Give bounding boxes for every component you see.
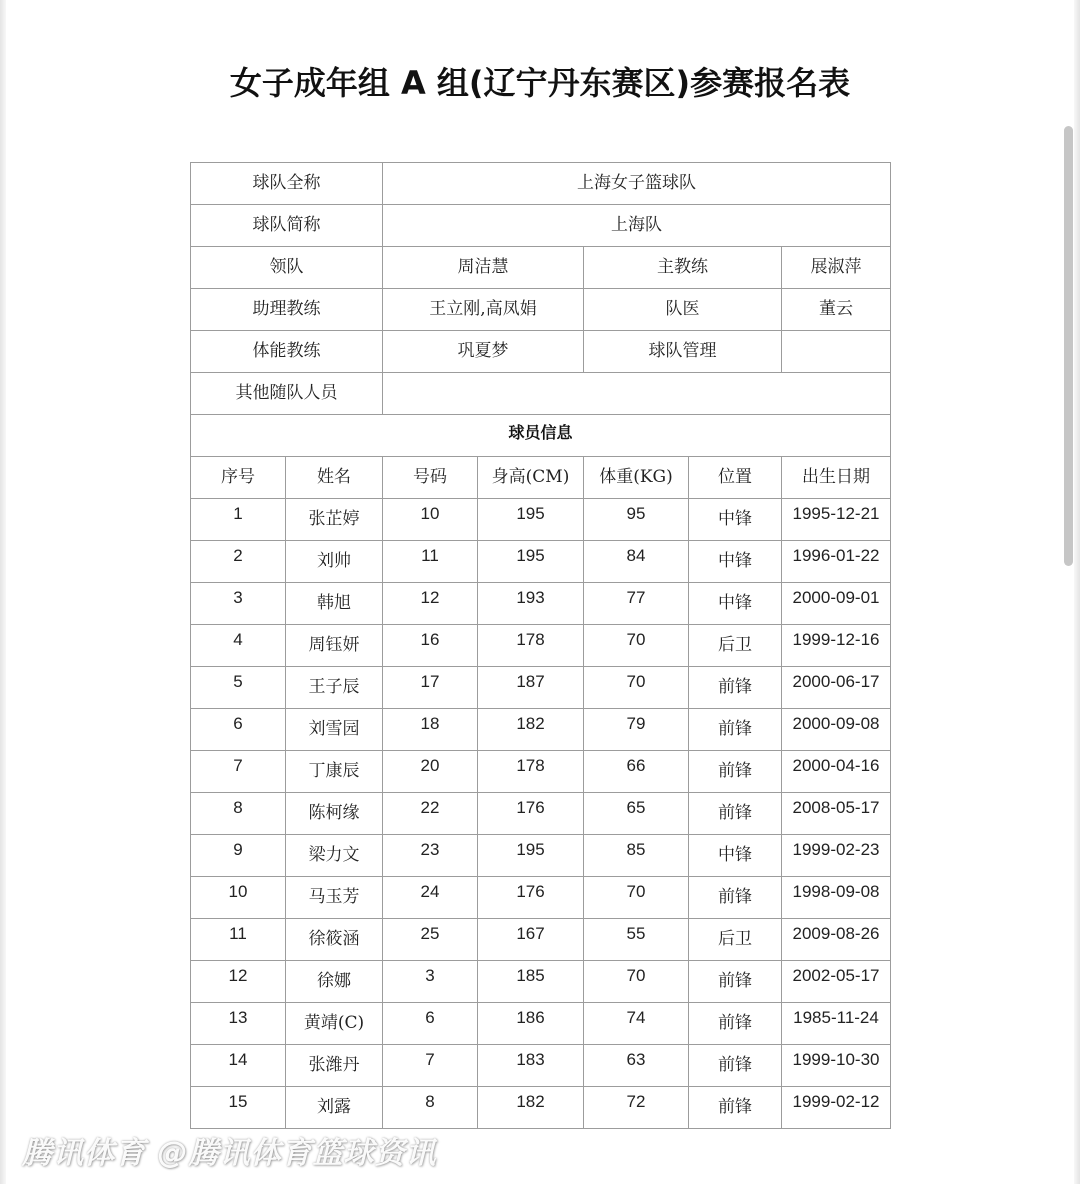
cell-seq: 7 [191,751,286,793]
cell-jersey: 18 [383,709,478,751]
label-fitness-coach: 体能教练 [191,331,383,373]
value-manager [782,331,891,373]
cell-weight: 70 [584,625,689,667]
cell-seq: 1 [191,499,286,541]
row-others [191,373,891,415]
cell-seq: 14 [191,1045,286,1087]
cell-position: 后卫 [689,625,782,667]
cell-birth: 2000-09-08 [782,709,891,751]
cell-seq: 10 [191,877,286,919]
cell-name: 张芷婷 [286,499,383,541]
table-row [191,541,891,583]
cell-name: 梁力文 [286,835,383,877]
table-row [191,961,891,1003]
row-short-name [191,205,891,247]
cell-height: 182 [478,709,584,751]
row-assistant [191,289,891,331]
row-fitness [191,331,891,373]
column-header: 位置 [689,457,782,499]
cell-weight: 95 [584,499,689,541]
label-doctor: 队医 [584,289,782,331]
cell-position: 前锋 [689,709,782,751]
column-header: 身高(CM) [478,457,584,499]
cell-height: 195 [478,541,584,583]
cell-position: 中锋 [689,583,782,625]
cell-name: 马玉芳 [286,877,383,919]
value-assistant-coach: 王立刚,高凤娟 [383,289,584,331]
table-row [191,919,891,961]
cell-name: 张潍丹 [286,1045,383,1087]
cell-name: 王子辰 [286,667,383,709]
cell-seq: 11 [191,919,286,961]
cell-position: 中锋 [689,499,782,541]
cell-height: 176 [478,793,584,835]
table-row [191,1003,891,1045]
column-header: 体重(KG) [584,457,689,499]
cell-weight: 70 [584,961,689,1003]
cell-jersey: 17 [383,667,478,709]
cell-name: 韩旭 [286,583,383,625]
registration-table [190,162,891,1129]
cell-height: 186 [478,1003,584,1045]
table-row [191,793,891,835]
cell-name: 徐筱涵 [286,919,383,961]
cell-birth: 2008-05-17 [782,793,891,835]
value-fitness-coach: 巩夏梦 [383,331,584,373]
cell-position: 中锋 [689,835,782,877]
cell-weight: 70 [584,877,689,919]
cell-birth: 1995-12-21 [782,499,891,541]
cell-birth: 1999-02-23 [782,835,891,877]
cell-seq: 13 [191,1003,286,1045]
cell-birth: 2000-06-17 [782,667,891,709]
row-leader [191,247,891,289]
cell-seq: 2 [191,541,286,583]
cell-height: 178 [478,625,584,667]
cell-jersey: 7 [383,1045,478,1087]
cell-height: 176 [478,877,584,919]
value-full-name: 上海女子篮球队 [383,163,891,205]
players-section-title: 球员信息 [191,415,891,457]
cell-weight: 65 [584,793,689,835]
cell-position: 前锋 [689,877,782,919]
cell-birth: 1999-12-16 [782,625,891,667]
row-full-name [191,163,891,205]
header-row [191,457,891,499]
cell-jersey: 24 [383,877,478,919]
cell-birth: 1996-01-22 [782,541,891,583]
cell-weight: 74 [584,1003,689,1045]
cell-name: 丁康辰 [286,751,383,793]
page-edge-right [1074,0,1080,1184]
cell-name: 刘露 [286,1087,383,1129]
cell-jersey: 10 [383,499,478,541]
vertical-scrollbar[interactable] [1064,126,1073,566]
cell-weight: 70 [584,667,689,709]
cell-jersey: 22 [383,793,478,835]
cell-position: 前锋 [689,667,782,709]
value-doctor: 董云 [782,289,891,331]
table-row [191,625,891,667]
cell-seq: 15 [191,1087,286,1129]
cell-height: 183 [478,1045,584,1087]
cell-weight: 84 [584,541,689,583]
cell-weight: 55 [584,919,689,961]
label-leader: 领队 [191,247,383,289]
label-manager: 球队管理 [584,331,782,373]
cell-birth: 1998-09-08 [782,877,891,919]
table-row [191,667,891,709]
cell-height: 195 [478,499,584,541]
cell-birth: 2002-05-17 [782,961,891,1003]
cell-seq: 8 [191,793,286,835]
cell-seq: 3 [191,583,286,625]
table-row [191,499,891,541]
cell-birth: 2000-04-16 [782,751,891,793]
column-header: 姓名 [286,457,383,499]
cell-jersey: 20 [383,751,478,793]
cell-weight: 79 [584,709,689,751]
table-row [191,751,891,793]
cell-birth: 1999-02-12 [782,1087,891,1129]
cell-height: 185 [478,961,584,1003]
value-head-coach: 展淑萍 [782,247,891,289]
cell-jersey: 12 [383,583,478,625]
cell-position: 后卫 [689,919,782,961]
cell-name: 周钰妍 [286,625,383,667]
label-full-name: 球队全称 [191,163,383,205]
column-header: 号码 [383,457,478,499]
cell-height: 193 [478,583,584,625]
column-header: 出生日期 [782,457,891,499]
page-edge-left [0,0,6,1184]
table-row [191,1045,891,1087]
cell-name: 刘雪园 [286,709,383,751]
cell-name: 黄靖(C) [286,1003,383,1045]
table-row [191,835,891,877]
cell-jersey: 25 [383,919,478,961]
label-others: 其他随队人员 [191,373,383,415]
page-title: 女子成年组 A 组(辽宁丹东赛区)参赛报名表 [229,64,851,102]
cell-weight: 63 [584,1045,689,1087]
watermark: 腾讯体育 @腾讯体育篮球资讯 [22,1136,437,1171]
cell-position: 前锋 [689,751,782,793]
cell-seq: 6 [191,709,286,751]
cell-name: 刘帅 [286,541,383,583]
cell-jersey: 6 [383,1003,478,1045]
cell-position: 前锋 [689,1045,782,1087]
table-row [191,1087,891,1129]
cell-seq: 9 [191,835,286,877]
cell-height: 167 [478,919,584,961]
cell-height: 187 [478,667,584,709]
value-leader: 周洁慧 [383,247,584,289]
cell-position: 前锋 [689,793,782,835]
cell-seq: 12 [191,961,286,1003]
cell-position: 前锋 [689,961,782,1003]
label-assistant-coach: 助理教练 [191,289,383,331]
cell-birth: 1985-11-24 [782,1003,891,1045]
cell-birth: 2009-08-26 [782,919,891,961]
cell-weight: 66 [584,751,689,793]
cell-seq: 5 [191,667,286,709]
cell-height: 195 [478,835,584,877]
cell-name: 陈柯缘 [286,793,383,835]
cell-jersey: 16 [383,625,478,667]
table-row [191,877,891,919]
label-head-coach: 主教练 [584,247,782,289]
cell-jersey: 3 [383,961,478,1003]
cell-height: 182 [478,1087,584,1129]
cell-birth: 2000-09-01 [782,583,891,625]
cell-jersey: 8 [383,1087,478,1129]
cell-seq: 4 [191,625,286,667]
cell-jersey: 23 [383,835,478,877]
cell-name: 徐娜 [286,961,383,1003]
cell-position: 中锋 [689,541,782,583]
cell-weight: 85 [584,835,689,877]
value-short-name: 上海队 [383,205,891,247]
label-short-name: 球队简称 [191,205,383,247]
cell-position: 前锋 [689,1087,782,1129]
table-row [191,583,891,625]
value-others [383,373,891,415]
cell-height: 178 [478,751,584,793]
cell-position: 前锋 [689,1003,782,1045]
cell-weight: 77 [584,583,689,625]
row-section [191,415,891,457]
cell-birth: 1999-10-30 [782,1045,891,1087]
cell-jersey: 11 [383,541,478,583]
table-row [191,709,891,751]
column-header: 序号 [191,457,286,499]
cell-weight: 72 [584,1087,689,1129]
